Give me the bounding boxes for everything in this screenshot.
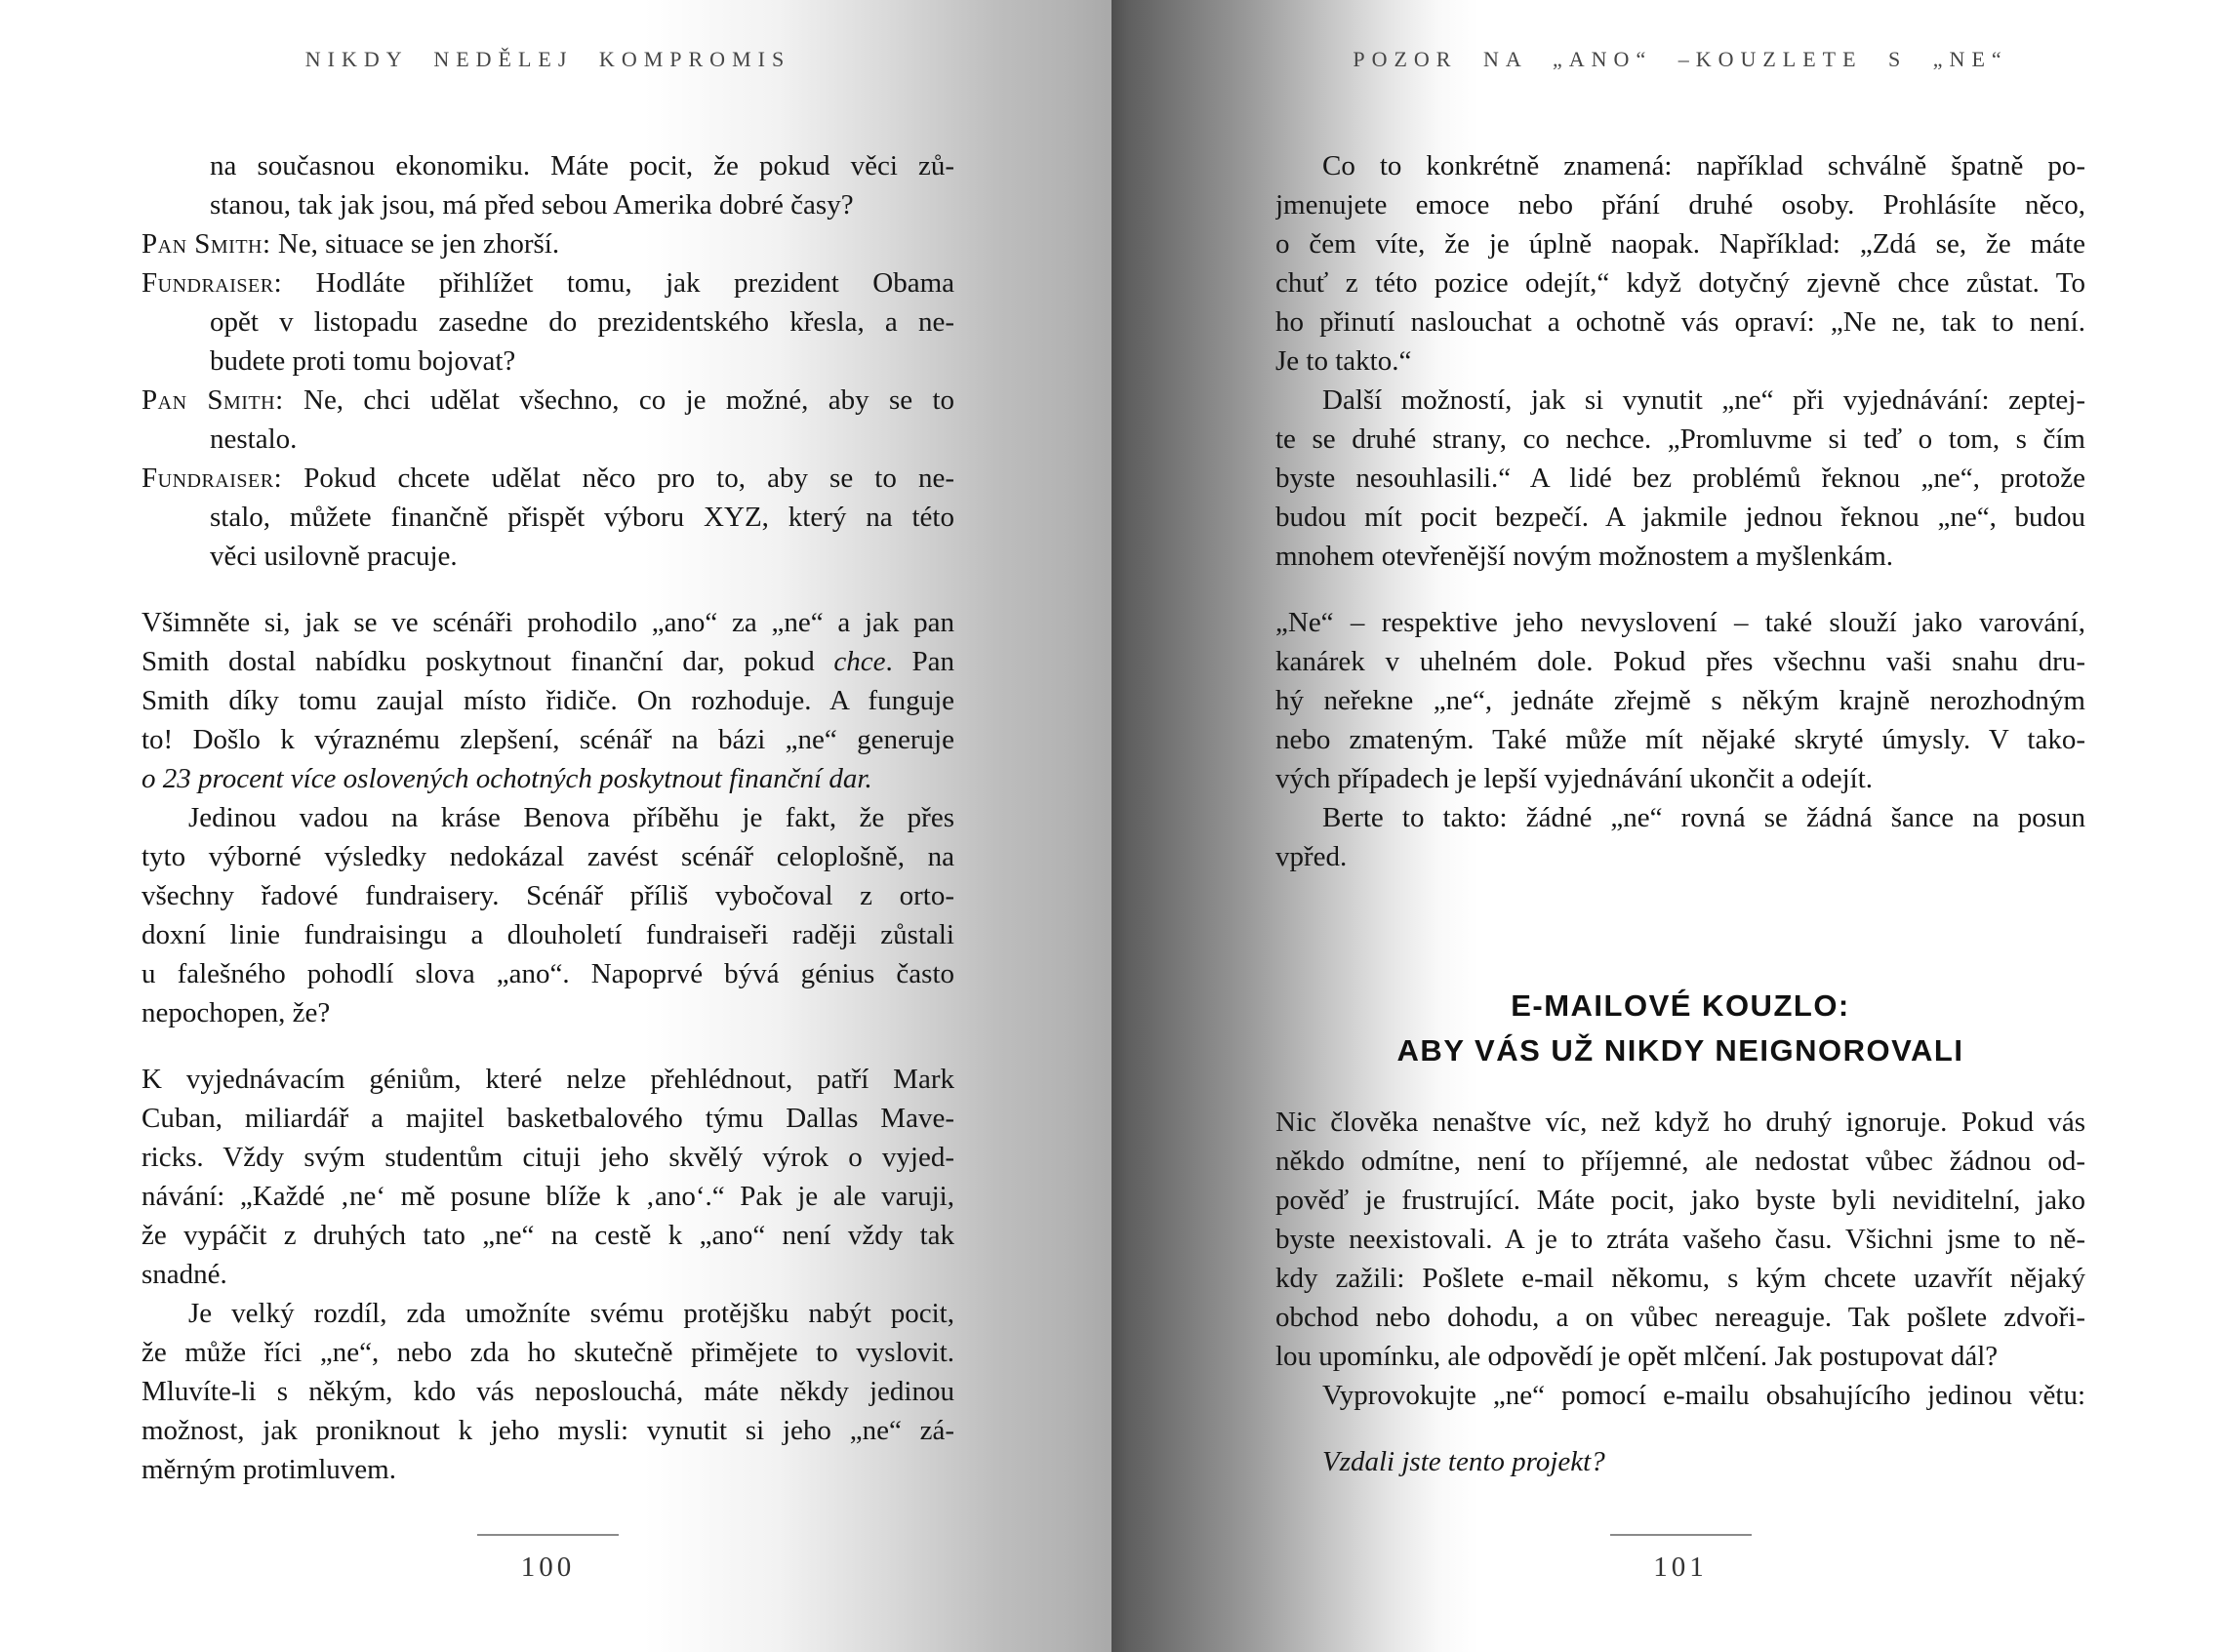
text-line: te se druhé strany, co nechce. „Promluvme si teď o tom, s čím [1275, 423, 2085, 455]
right-page [1112, 0, 2223, 1652]
speaker-name: Fundraiser: [141, 463, 283, 494]
paragraph [141, 1060, 954, 1294]
text-line: všechny řadové fundraisery. Scénář příliš vybočoval z orto- [141, 880, 954, 911]
paragraph [141, 798, 954, 1032]
section-heading-line: ABY VÁS UŽ NIKDY NEIGNOROVALI [1396, 1033, 1964, 1068]
text-line: měrným protimluvem. [141, 1454, 396, 1485]
text-line: jmenujete emoce nebo přání druhé osoby. Prohlásíte něco, [1275, 189, 2085, 221]
section-heading [1275, 984, 2085, 1073]
text-line: Je to takto.“ [1275, 345, 1412, 377]
text-line: nebo zmateným. Také může mít nějaké skryté úmysly. V tako- [1275, 724, 2085, 755]
text-line: chuť z této pozice odejít,“ když dotyčný zjevně chce zůstat. To [1275, 267, 2085, 299]
text-line: o čem víte, že je úplně naopak. Například: „Zdá se, že máte [1275, 228, 2085, 260]
text-line: obchod nebo dohodu, a on vůbec nereaguje. Tak pošlete zdvoři- [1275, 1302, 2085, 1333]
text-line: budete proti tomu bojovat? [210, 345, 516, 377]
text-line: nestalo. [210, 423, 298, 455]
italic-text: chce [833, 646, 886, 677]
text-line: věci usilovně pracuje. [210, 541, 458, 572]
footer-rule [477, 1534, 619, 1536]
paragraph [141, 603, 954, 798]
text-line: Smith dostal nabídku poskytnout finanční dar, pokud chce. Pan [141, 646, 954, 677]
text-line: Jedinou vadou na kráse Benova příběhu je fakt, že přes [188, 802, 954, 833]
running-header: NIKDY NEDĚLEJ KOMPROMIS [304, 47, 791, 71]
text-line: doxní linie fundraisingu a dlouholetí fundraiseři raději zůstali [141, 919, 954, 950]
text-line: Nic člověka nenaštve víc, než když ho druhý ignoruje. Pokud vás [1275, 1107, 2085, 1138]
paragraph [1275, 146, 2085, 381]
paragraph [141, 1294, 954, 1489]
text-line: někdo odmítne, není to příjemné, ale nedostat vůbec žádnou od- [1275, 1146, 2085, 1177]
text-line: „Ne“ – respektive jeho nevyslovení – také slouží jako varování, [1275, 607, 2085, 638]
italic-text: o 23 procent více oslovených ochotných poskytnout finanční dar. [141, 763, 872, 794]
text-line: u falešného pohodlí slova „ano“. Napoprvé bývá génius často [141, 958, 954, 989]
text-line: Je velký rozdíl, zda umožníte svému protějšku nabýt pocit, [188, 1298, 954, 1329]
text-line: K vyjednávacím géniům, které nelze přehlédnout, patří Mark [141, 1064, 954, 1095]
speaker-name: Pan Smith: [141, 228, 271, 260]
text-line: ricks. Vždy svým studentům cituji jeho skvělý výrok o vyjed- [141, 1142, 954, 1173]
text-line: kanárek v uhelném dole. Pokud přes všechnu vaši snahu dru- [1275, 646, 2085, 677]
text-line: nepochopen, že? [141, 997, 331, 1028]
paragraph [141, 146, 954, 576]
text-line: lou upomínku, ale odpovědí je opět mlčení. Jak postupovat dál? [1275, 1341, 1999, 1372]
text-line: kdy zažili: Pošlete e-mail někomu, s kým chcete uzavřít nějaký [1275, 1263, 2085, 1294]
page-number: 101 [1653, 1551, 1708, 1583]
paragraph [1275, 1442, 2085, 1481]
speaker-name: Fundraiser: [141, 267, 283, 299]
text-line: opět v listopadu zasedne do prezidentského křesla, a ne- [210, 306, 954, 338]
text-line: Pan Smith: Ne, chci udělat všechno, co je možné, aby se to [141, 384, 954, 416]
text-line [1275, 1442, 2085, 1481]
page-number: 100 [520, 1551, 576, 1583]
text-column [1275, 146, 2085, 1481]
text-line: ho přinutí naslouchat a ochotně vás opraví: „Ne ne, tak to není. [1275, 306, 2085, 338]
text-line: Cuban, miliardář a majitel basketbalového týmu Dallas Mave- [141, 1103, 954, 1134]
text-line [141, 759, 954, 798]
text-line: Mluvíte-li s někým, kdo vás neposlouchá, máte někdy jedinou [141, 1376, 954, 1407]
text-line: Co to konkrétně znamená: například schválně špatně po- [1322, 150, 2085, 181]
text-line: tyto výborné výsledky nedokázal zavést scénář celoplošně, na [141, 841, 954, 872]
text-line: Fundraiser: Pokud chcete udělat něco pro to, aby se to ne- [141, 463, 954, 494]
text-line: Fundraiser: Hodláte přihlížet tomu, jak prezident Obama [141, 267, 954, 299]
text-line: že může říci „ne“, nebo zda ho skutečně přimějete to vyslovit. [141, 1337, 954, 1368]
running-header: POZOR NA „ANO“ –KOUZLETE S „NE“ [1353, 47, 2008, 71]
text-line: byste neexistovali. A je to ztráta vašeho času. Všichni jsme to ně- [1275, 1224, 2085, 1255]
italic-text: Vzdali jste tento projekt? [1322, 1446, 1605, 1477]
text-line: to! Došlo k výraznému zlepšení, scénář na bázi „ne“ generuje [141, 724, 954, 755]
text-line: na současnou ekonomiku. Máte pocit, že pokud věci zů- [210, 150, 954, 181]
text-line: Berte to takto: žádné „ne“ rovná se žádná šance na posun [1322, 802, 2085, 833]
text-line: vých případech je lepší vyjednávání ukončit a odejít. [1275, 763, 1874, 794]
page-footer [141, 1534, 954, 1584]
text-line: budou mít pocit bezpečí. A jakmile jednou řeknou „ne“, budou [1275, 502, 2085, 533]
text-line: Všimněte si, jak se ve scénáři prohodilo „ano“ za „ne“ a jak pan [141, 607, 954, 638]
text-line: návání: „Každé ‚ne‘ mě posune blíže k ‚ano‘.“ Pak je ale varuji, [141, 1181, 954, 1212]
paragraph [1275, 798, 2085, 876]
text-line: že vypáčit z druhých tato „ne“ na cestě k „ano“ není vždy tak [141, 1220, 954, 1251]
text-line: stanou, tak jak jsou, má před sebou Amerika dobré časy? [210, 189, 854, 221]
text-line: Další možností, jak si vynutit „ne“ při vyjednávání: zeptej- [1322, 384, 2085, 416]
text-line: stalo, můžete finančně přispět výboru XYZ, který na této [210, 502, 954, 533]
paragraph [1275, 1103, 2085, 1376]
text-line: hý neřekne „ne“, jednáte zřejmě s někým krajně nerozhodným [1275, 685, 2085, 716]
text-line: mnohem otevřenější novým možnostem a myšlenkám. [1275, 541, 1894, 572]
text-line: Smith díky tomu zaujal místo řidiče. On rozhoduje. A funguje [141, 685, 954, 716]
text-line: byste nesouhlasili.“ A lidé bez problémů řeknou „ne“, protože [1275, 463, 2085, 494]
page-footer [1275, 1534, 2085, 1584]
text-line: možnost, jak proniknout k jeho mysli: vynutit si jeho „ne“ zá- [141, 1415, 954, 1446]
paragraph [1275, 1376, 2085, 1415]
text-line: vpřed. [1275, 841, 1348, 872]
section-heading-line: E-MAILOVÉ KOUZLO: [1511, 988, 1850, 1023]
text-line: Vyprovokujte „ne“ pomocí e-mailu obsahujícího jedinou větu: [1322, 1380, 2085, 1411]
text-line: snadné. [141, 1259, 227, 1290]
footer-rule [1610, 1534, 1752, 1536]
text-column [141, 146, 954, 1489]
paragraph [1275, 381, 2085, 576]
text-line: Pan Smith: Ne, situace se jen zhorší. [141, 228, 560, 260]
paragraph [1275, 603, 2085, 798]
text-line: pověď je frustrující. Máte pocit, jako byste byli neviditelní, jako [1275, 1185, 2085, 1216]
speaker-name: Pan Smith: [141, 384, 284, 416]
